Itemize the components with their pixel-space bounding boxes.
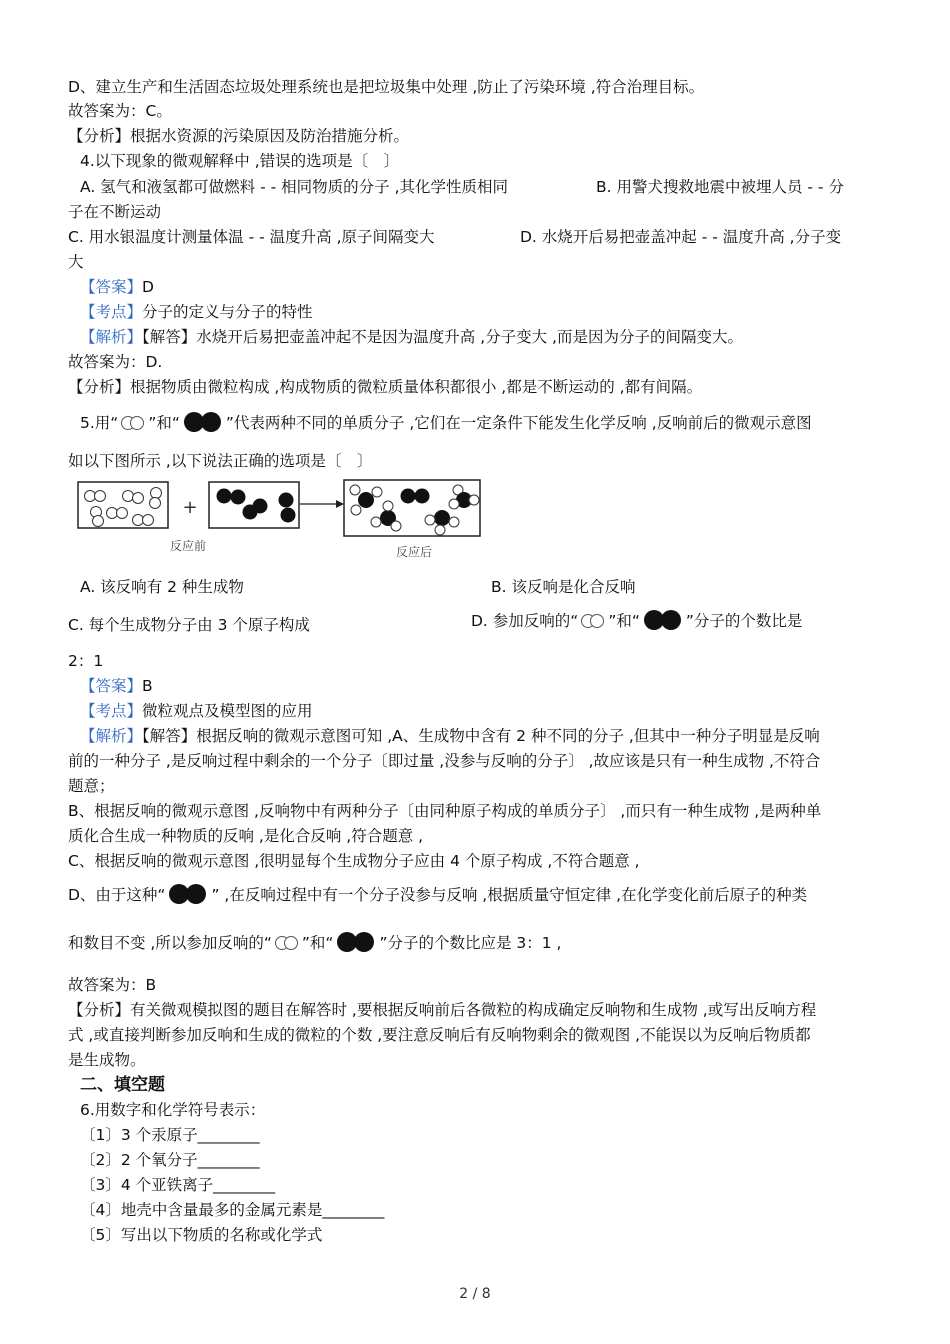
answer-row xyxy=(80,675,153,697)
black-molecule-icon xyxy=(180,412,226,436)
white-molecule-icon xyxy=(578,612,608,632)
text-line-with-icon xyxy=(68,880,807,910)
text-line: 前的一种分子 ,是反响过程中剩余的一个分子〔即过量 ,没参与反响的分子〕 ,故应该是只有一种生成物 ,不符合 xyxy=(68,752,821,770)
question-4-option-c: C. 用水银温度计测量体温 - - 温度升高 ,原子间隔变大 xyxy=(68,228,435,246)
question-5-stem xyxy=(80,408,812,438)
question-6-item-2: 〔2〕2 个氧分子________ xyxy=(80,1151,260,1169)
question-4-option-d: D. 水烧开后易把壶盖冲起 - - 温度升高 ,分子变 xyxy=(520,228,842,246)
text-part: ” ,在反响过程中有一个分子没参与反响 ,根据质量守恒定律 ,在化学变化前后原子的种类 xyxy=(211,886,808,904)
answer-value: B xyxy=(142,677,153,695)
stem-part: 5.用“ xyxy=(80,414,119,432)
text-line: 【分析】根据水资源的污染原因及防治措施分析。 xyxy=(68,127,410,145)
explanation-tag: 【解析】 xyxy=(80,727,143,745)
question-5-option-c: C. 每个生成物分子由 3 个原子构成 xyxy=(68,616,310,634)
text-line: 故答案为：B xyxy=(68,976,157,994)
plus-sign: + xyxy=(182,497,198,518)
answer-value: D xyxy=(142,278,154,296)
text-line: 题意； xyxy=(68,777,115,795)
question-5-stem-cont: 如以下图所示 ,以下说法正确的选项是〔 〕 xyxy=(68,452,373,470)
text-line-with-icons xyxy=(68,928,562,958)
explanation-row xyxy=(80,725,820,747)
text-part: D、由于这种“ xyxy=(68,886,166,904)
before-label: 反应前 xyxy=(169,539,207,553)
stem-part: ”代表两种不同的单质分子 ,它们在一定条件下能发生化学反响 ,反响前后的微观示意图 xyxy=(225,414,812,432)
knowledge-point-tag: 【考点】 xyxy=(80,702,143,720)
text-line: 式 ,或直接判断参加反响和生成的微粒的个数 ,要注意反响后有反响物剩余的微观图 ,不能误以为反响后物质都 xyxy=(68,1026,811,1044)
question-6-item-1: 〔1〕3 个汞原子________ xyxy=(80,1126,260,1144)
explanation-tag: 【解析】 xyxy=(80,328,143,346)
question-4-option-b-cont: 子在不断运动 xyxy=(68,203,162,221)
question-6-stem: 6.用数字和化学符号表示： xyxy=(80,1101,266,1119)
question-4-option-a: A. 氢气和液氢都可做燃料 - - 相同物质的分子 ,其化学性质相同 xyxy=(80,178,509,196)
explanation-row xyxy=(80,326,743,348)
question-5-option-b: B. 该反响是化合反响 xyxy=(491,578,636,596)
text-line: 【分析】根据物质由微粒构成 ,构成物质的微粒质量体积都很小 ,都是不断运动的 ,都有间隔。 xyxy=(68,378,703,396)
explanation-text: 【解答】根据反响的微观示意图可知 ,A、生成物中含有 2 种不同的分子 ,但其中一种分子明显是反响 xyxy=(142,727,820,745)
answer-tag: 【答案】 xyxy=(80,278,143,296)
option-d-part: ”分子的个数比是 xyxy=(685,612,803,630)
text-line: C、根据反响的微观示意图 ,很明显每个生成物分子应由 4 个原子构成 ,不符合题意 , xyxy=(68,852,640,870)
question-5-option-d-cont: 2：1 xyxy=(68,652,104,670)
white-molecule-icon xyxy=(272,934,302,954)
text-line: D、建立生产和生活固态垃圾处理系统也是把垃圾集中处理 ,防止了污染环境 ,符合治理目标。 xyxy=(68,78,705,96)
text-line: 故答案为：D. xyxy=(68,353,163,371)
question-4-option-d-cont: 大 xyxy=(68,253,84,271)
question-6-item-5: 〔5〕写出以下物质的名称或化学式 xyxy=(80,1226,323,1244)
knowledge-point-text: 微粒观点及模型图的应用 xyxy=(142,702,313,720)
question-5-option-a: A. 该反响有 2 种生成物 xyxy=(80,578,244,596)
black-molecule-icon xyxy=(640,610,686,634)
knowledge-point-row xyxy=(80,301,313,323)
text-line: 【分析】有关微观模拟图的题目在解答时 ,要根据反响前后各微粒的构成确定反响物和生成物 ,或写出反响方程 xyxy=(68,1001,817,1019)
option-d-part: D. 参加反响的“ xyxy=(471,612,579,630)
text-part: 和数目不变 ,所以参加反响的“ xyxy=(68,934,272,952)
page-number: 2 / 8 xyxy=(459,1286,491,1302)
black-molecule-icon xyxy=(333,932,379,956)
question-4-stem: 4.以下现象的微观解释中 ,错误的选项是〔 〕 xyxy=(80,152,400,170)
stem-part: ”和“ xyxy=(148,414,180,432)
question-4-option-b: B. 用警犬搜救地震中被埋人员 - - 分 xyxy=(596,178,844,196)
after-label: 反应后 xyxy=(395,545,433,559)
question-5-option-d xyxy=(471,606,802,636)
text-part: ”分子的个数比应是 3：1 , xyxy=(379,934,562,952)
white-molecule-icon xyxy=(118,414,148,434)
knowledge-point-text: 分子的定义与分子的特性 xyxy=(142,303,313,321)
text-line: 故答案为：C。 xyxy=(68,102,172,120)
option-d-part: ”和“ xyxy=(608,612,640,630)
explanation-text: 【解答】水烧开后易把壶盖冲起不是因为温度升高 ,分子变大 ,而是因为分子的间隔变大。 xyxy=(142,328,743,346)
black-molecule-icon xyxy=(165,884,211,908)
question-6-item-3: 〔3〕4 个亚铁离子________ xyxy=(80,1176,276,1194)
text-line: 质化合生成一种物质的反响 ,是化合反响 ,符合题意 , xyxy=(68,827,424,845)
text-line: 是生成物。 xyxy=(68,1051,146,1069)
answer-tag: 【答案】 xyxy=(80,677,143,695)
knowledge-point-tag: 【考点】 xyxy=(80,303,143,321)
section-heading: 二、填空题 xyxy=(80,1075,165,1095)
arrow-head xyxy=(336,500,344,508)
reaction-diagram xyxy=(74,476,486,564)
question-6-item-4: 〔4〕地壳中含量最多的金属元素是________ xyxy=(80,1201,385,1219)
knowledge-point-row xyxy=(80,700,313,722)
text-part: ”和“ xyxy=(301,934,334,952)
answer-row xyxy=(80,276,154,298)
text-line: B、根据反响的微观示意图 ,反响物中有两种分子〔由同种原子构成的单质分子〕 ,而只有一种生成物 ,是两种单 xyxy=(68,802,822,820)
